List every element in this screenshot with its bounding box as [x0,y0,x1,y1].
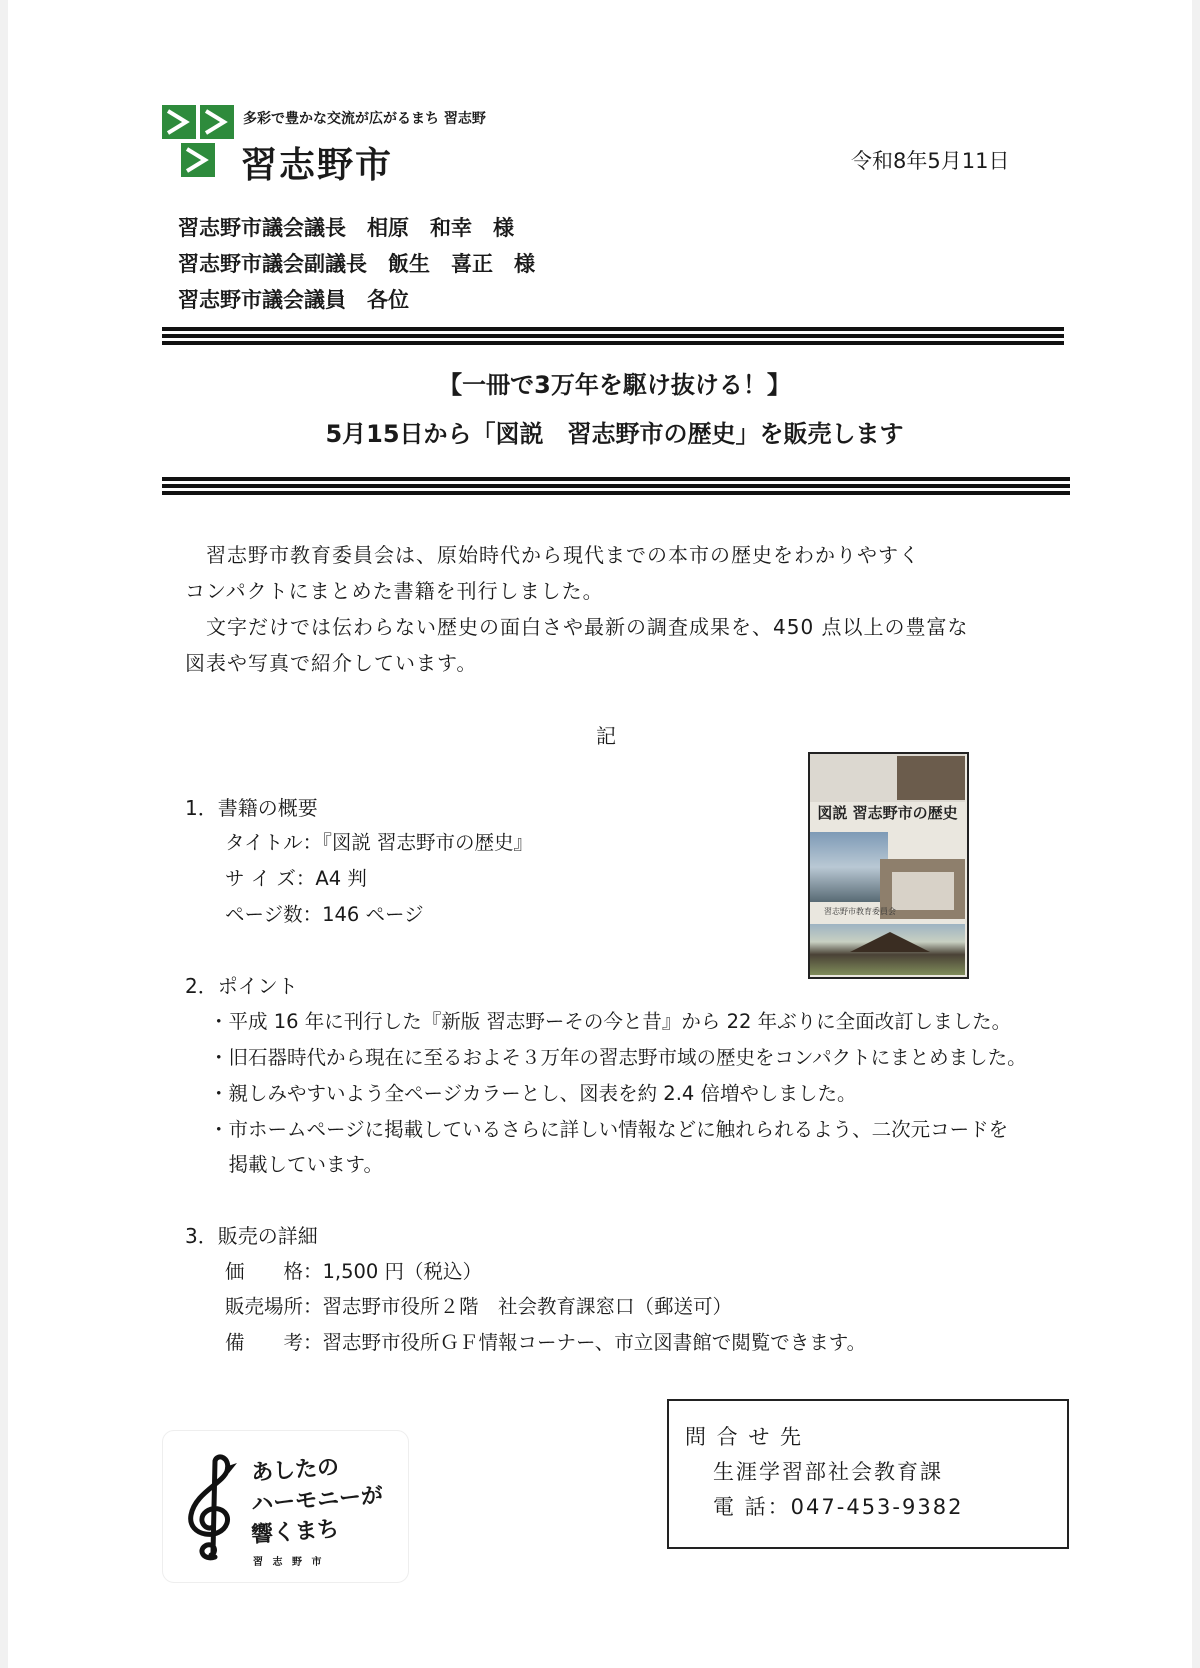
addressee-chair: 習志野市議会議長 相原 和幸 様 [178,216,514,240]
intro-line: コンパクトにまとめた書籍を刊行しました。 [185,579,604,603]
book-cover-title: 図説 習志野市の歴史 [817,804,958,822]
contact-department: 生涯学習部社会教育課 [713,1460,943,1484]
section3-heading: 3．販売の詳細 [185,1224,318,1248]
section2-heading: 2．ポイント [185,974,298,998]
document-date: 令和8年5月11日 [851,149,1010,173]
point-item: 掲載しています。 [209,1153,383,1176]
addressee-vice-chair: 習志野市議会副議長 飯生 喜正 様 [178,252,535,276]
point-item: ・市ホームページに掲載しているさらに詳しい情報などに触れられるよう、二次元コードを [209,1118,1009,1141]
headline-line1: 【一冊で3万年を駆け抜ける！】 [438,371,791,399]
title-rule-bottom [162,477,1070,501]
intro-line: 文字だけでは伝わらない歴史の面白さや最新の調査成果を、450 点以上の豊富な [185,615,969,639]
harmony-city-name: 習 志 野 市 [253,1557,325,1568]
contact-label: 問 合 せ 先 [685,1425,804,1449]
city-logo-icon [162,105,234,177]
contact-box [667,1399,1069,1549]
point-item: ・平成 16 年に刊行した『新版 習志野ーその今と昔』から 22 年ぶりに全面改訂しました。 [209,1010,1012,1033]
document-page [8,0,1192,1668]
harmony-line: ハーモニーが [250,1483,384,1518]
price-line: 価 格：1,500 円（税込） [225,1260,483,1283]
book-cover-image [808,752,969,979]
city-name: 習志野市 [241,145,394,186]
book-size-line: サ イ ズ：A4 判 [225,867,367,890]
sales-location-line: 販売場所：習志野市役所２階 社会教育課窓口（郵送可） [225,1295,733,1318]
harmony-line: 響くまち [250,1516,340,1549]
headline-line2: 5月15日から「図説 習志野市の歴史」を販売します [325,420,904,448]
intro-line: 習志野市教育委員会は、原始時代から現代までの本市の歴史をわかりやすく [185,543,920,567]
book-cover-publisher: 習志野市教育委員会 [824,907,896,916]
book-pages-line: ページ数：146 ページ [225,903,424,926]
addressee-members: 習志野市議会議員 各位 [178,288,409,312]
ki-heading: 記 [596,724,616,748]
title-rule-top [162,327,1064,351]
treble-clef-icon [181,1453,241,1563]
harmony-line: あしたの [250,1454,340,1487]
harmony-city-logo [162,1430,409,1583]
point-item: ・旧石器時代から現在に至るおよそ３万年の習志野市域の歴史をコンパクトにまとめました。 [209,1046,1027,1069]
city-tagline: 多彩で豊かな交流が広がるまち 習志野 [243,111,486,127]
point-item: ・親しみやすいよう全ページカラーとし、図表を約 2.4 倍増やしました。 [209,1082,857,1105]
book-title-line: タイトル：『図説 習志野市の歴史』 [225,831,534,854]
intro-line: 図表や写真で紹介しています。 [185,651,478,675]
section1-heading: 1．書籍の概要 [185,796,318,820]
remarks-line: 備 考：習志野市役所ＧＦ情報コーナー、市立図書館で閲覧できます。 [225,1331,867,1354]
contact-phone: 電 話：047-453-9382 [713,1495,964,1519]
